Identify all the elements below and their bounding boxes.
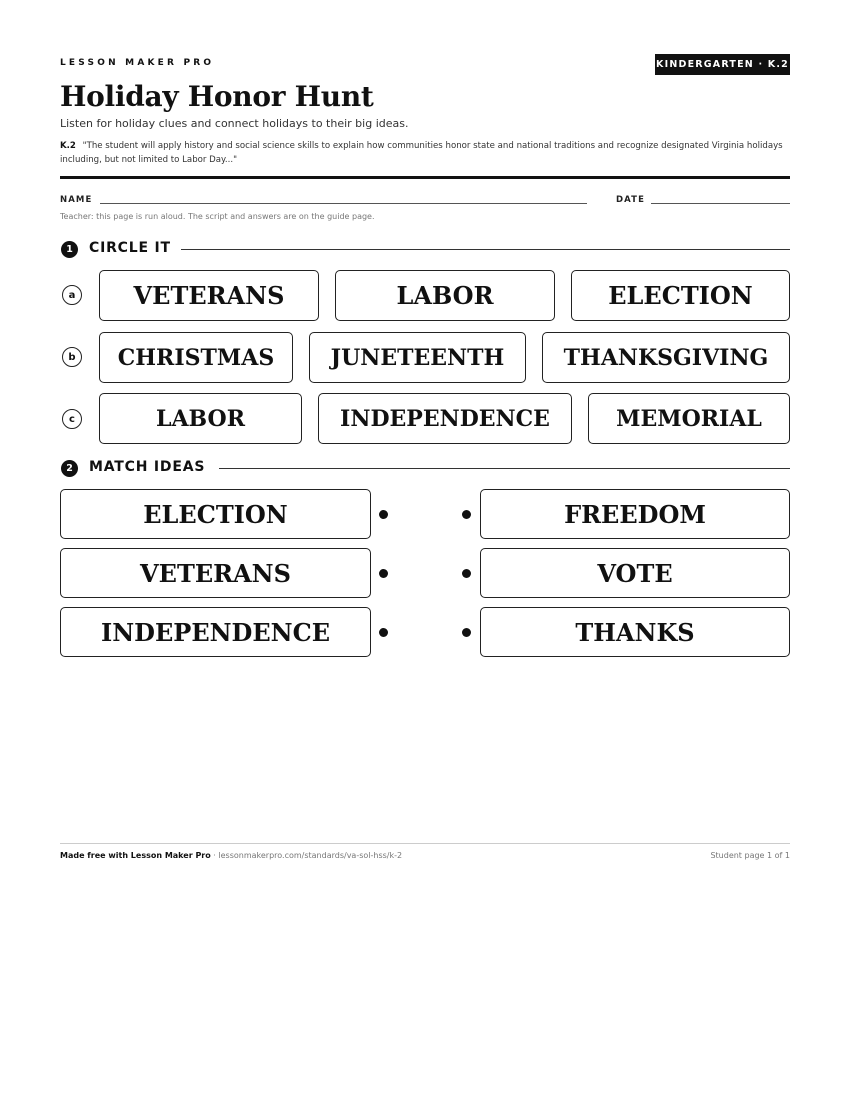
footer-page-number: Student page 1 of 1: [710, 851, 790, 860]
circle-word-b3[interactable]: THANKSGIVING: [542, 332, 790, 383]
name-field[interactable]: [100, 203, 587, 204]
brand-name: LESSON MAKER PRO: [60, 58, 215, 68]
circle-word-c3[interactable]: MEMORIAL: [588, 393, 790, 444]
match-dot-right-2[interactable]: [462, 569, 471, 578]
footer-credit: [60, 851, 402, 860]
page-subtitle: Listen for holiday clues and connect holidays to their big ideas.: [60, 117, 409, 130]
circle-word-c2[interactable]: INDEPENDENCE: [318, 393, 572, 444]
match-right-3[interactable]: THANKS: [480, 607, 790, 657]
row-c-letter: c: [62, 409, 82, 429]
name-label: NAME: [60, 195, 93, 205]
footer-divider: [60, 843, 790, 844]
footer-made-with: Made free with Lesson Maker Pro: [60, 851, 211, 860]
match-left-1[interactable]: ELECTION: [60, 489, 371, 539]
footer-url[interactable]: · lessonmakerpro.com/standards/va-sol-hss/k-2: [210, 851, 403, 860]
section-2-rule: [219, 468, 790, 469]
row-a-letter: a: [62, 285, 82, 305]
standard-code: K.2: [60, 141, 76, 151]
circle-word-b1[interactable]: CHRISTMAS: [99, 332, 293, 383]
match-left-3[interactable]: INDEPENDENCE: [60, 607, 371, 657]
match-right-1[interactable]: FREEDOM: [480, 489, 790, 539]
date-field[interactable]: [651, 203, 790, 204]
section-1-title: CIRCLE IT: [89, 240, 171, 256]
grade-badge: KINDERGARTEN · K.2: [655, 54, 790, 75]
standard-text: "The student will apply history and social science skills to explain how communities honor state and national traditions and recognize designated Virginia holidays including, but not limited to Labor Day...": [60, 141, 783, 165]
section-1-rule: [181, 249, 790, 250]
circle-word-b2[interactable]: JUNETEENTH: [309, 332, 526, 383]
page-title: Holiday Honor Hunt: [60, 80, 374, 113]
circle-word-a2[interactable]: LABOR: [335, 270, 555, 321]
circle-word-a1[interactable]: VETERANS: [99, 270, 319, 321]
match-dot-left-3[interactable]: [379, 628, 388, 637]
teacher-note: Teacher: this page is run aloud. The script and answers are on the guide page.: [60, 212, 375, 221]
match-dot-right-3[interactable]: [462, 628, 471, 637]
circle-word-a3[interactable]: ELECTION: [571, 270, 790, 321]
circle-word-c1[interactable]: LABOR: [99, 393, 302, 444]
section-2-title: MATCH IDEAS: [89, 459, 206, 475]
match-dot-left-1[interactable]: [379, 510, 388, 519]
section-2-number: 2: [61, 460, 78, 477]
match-dot-right-1[interactable]: [462, 510, 471, 519]
header-divider: [60, 176, 790, 179]
section-1-number: 1: [61, 241, 78, 258]
standard-statement: [60, 139, 790, 167]
row-b-letter: b: [62, 347, 82, 367]
match-dot-left-2[interactable]: [379, 569, 388, 578]
match-left-2[interactable]: VETERANS: [60, 548, 371, 598]
date-label: DATE: [616, 195, 645, 205]
match-right-2[interactable]: VOTE: [480, 548, 790, 598]
